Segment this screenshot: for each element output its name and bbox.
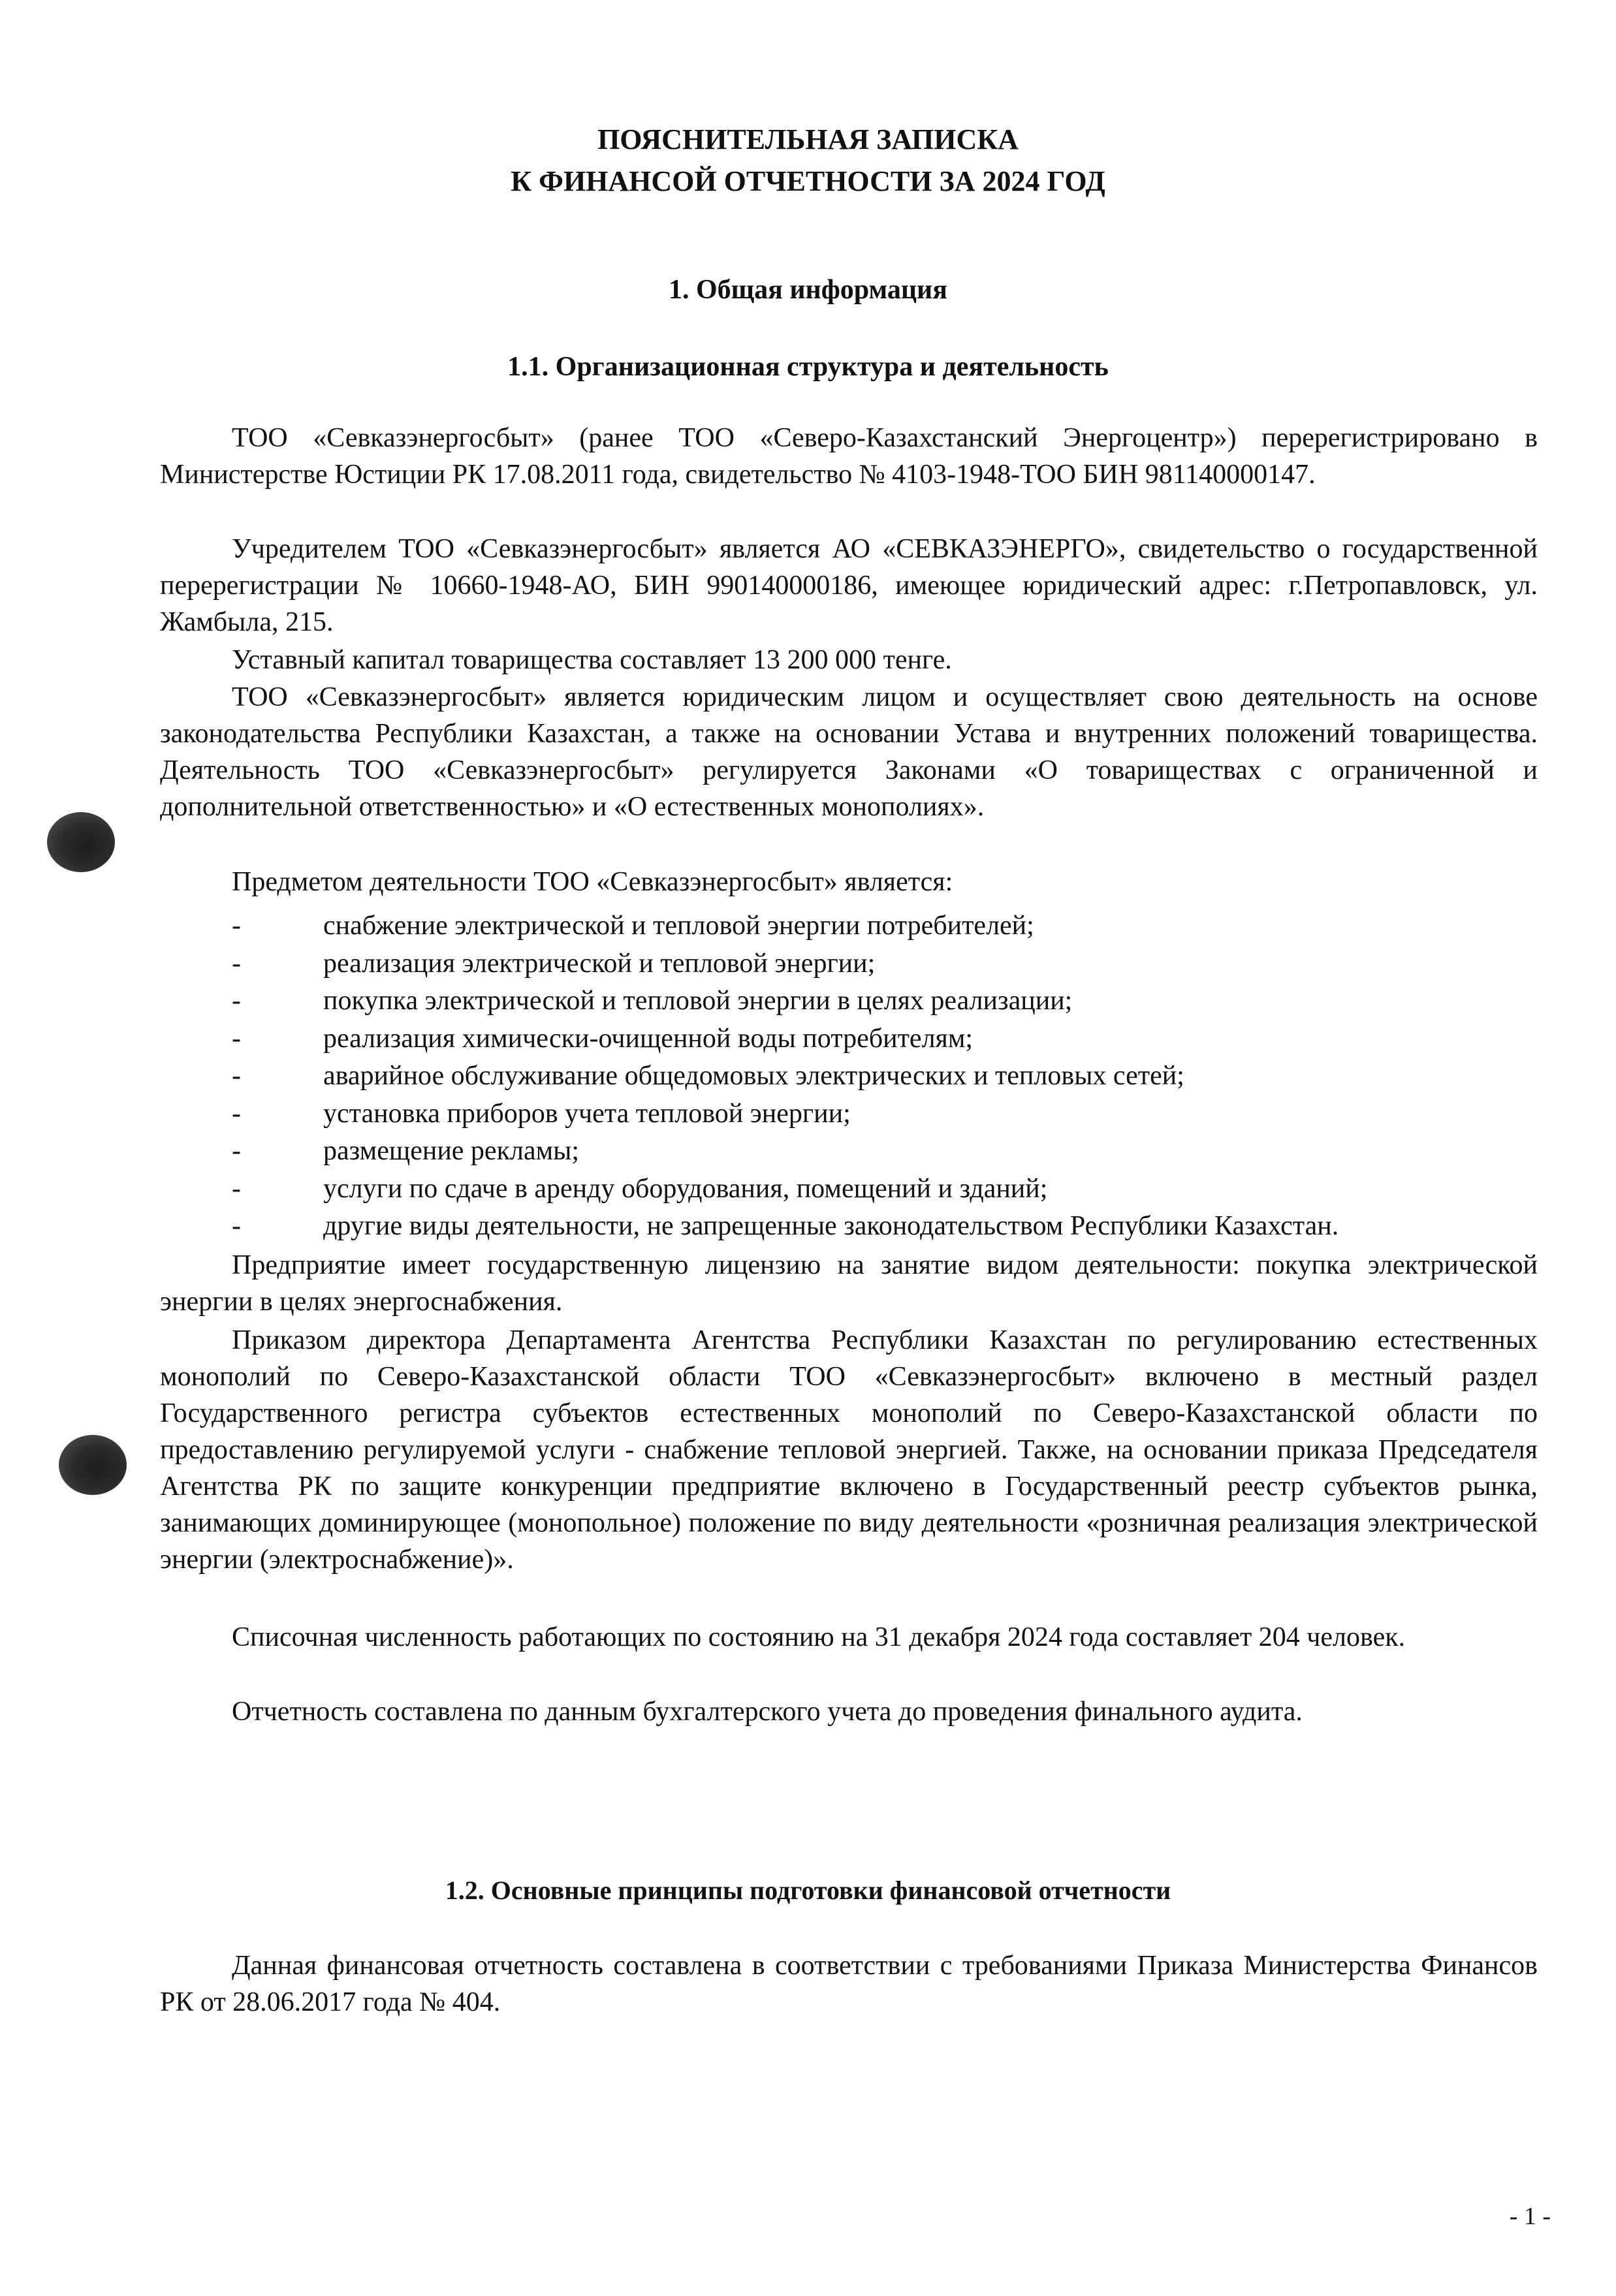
paragraph-preparation-basis: Данная финансовая отчетность составлена в соответствии с требованиями Приказа Министерства Финансов РК от 28.06.2017 года № 404. xyxy=(160,1951,1538,2017)
section-1-heading: 1. Общая информация xyxy=(669,275,947,305)
list-item: - размещение рекламы; xyxy=(232,1136,580,1166)
list-item: - реализация химически-очищенной воды потребителям; xyxy=(232,1023,974,1054)
list-item: - установка приборов учета тепловой энергии; xyxy=(232,1098,851,1129)
list-item: - реализация электрической и тепловой энергии; xyxy=(232,948,876,979)
section-1-2-heading: 1.2. Основные принципы подготовки финансовой отчетности xyxy=(445,1876,1171,1905)
paragraph-registration: ТОО «Севказэнергосбыт» (ранее ТОО «Северо-Казахстанский Энергоцентр») перерегистрировано в Министерстве Юстиции РК 17.08.2011 года, свидетельство № 4103-1948-ТОО БИН 981140000147. xyxy=(160,423,1538,490)
paragraph-reporting-basis: Отчетность составлена по данным бухгалтерского учета до проведения финального аудита. xyxy=(232,1697,1303,1727)
list-item: - другие виды деятельности, не запрещенные законодательством Республики Казахстан. xyxy=(232,1211,1339,1241)
page-number: - 1 - xyxy=(1509,2203,1551,2230)
paragraph-headcount: Списочная численность работающих по состоянию на 31 декабря 2024 года составляет 204 человек. xyxy=(232,1622,1406,1652)
activities-intro-text: Предметом деятельности ТОО «Севказэнергосбыт» является: xyxy=(232,867,953,897)
list-item: - покупка электрической и тепловой энергии в целях реализации; xyxy=(232,986,1073,1016)
paragraph-monopoly-register: Приказом директора Департамента Агентства Республики Казахстан по регулированию естественных монополий по Северо-Казахстанской области ТОО «Севказэнергосбыт» включено в местный раздел Государственного регистра субъектов естественных монополий по Северо-Казахстанской области по предоставлению регулируемой услуги - снабжение тепловой энергией. Также, на основании приказа Председателя Агентства РК по защите конкуренции предприятие включено в Государственный реестр субъектов рынка, занимающих доминирующее (монопольное) положение по виду деятельности «розничная реализация электрической энергии (электроснабжение)». xyxy=(160,1325,1538,1575)
activities-list xyxy=(160,907,1551,1246)
list-item: - услуги по сдаче в аренду оборудования, помещений и зданий; xyxy=(232,1173,1048,1204)
punch-hole-top xyxy=(47,812,115,872)
document-title-line-2: К ФИНАНСОЙ ОТЧЕТНОСТИ ЗА 2024 ГОД xyxy=(511,165,1105,197)
list-item: - снабжение электрической и тепловой энергии потребителей; xyxy=(232,911,1034,941)
punch-hole-bottom xyxy=(59,1435,127,1495)
section-1-1-heading: 1.1. Организационная структура и деятельность xyxy=(507,352,1109,382)
paragraph-license: Предприятие имеет государственную лицензию на занятие видом деятельности: покупка электрической энергии в целях энергоснабжения. xyxy=(160,1250,1538,1317)
paragraph-charter-capital: Уставный капитал товарищества составляет 13 200 000 тенге. xyxy=(232,645,952,675)
paragraph-founder: Учредителем ТОО «Севказэнергосбыт» является АО «СЕВКАЗЭНЕРГО», свидетельство о государственной перерегистрации № 10660-1948-АО, БИН 990140000186, имеющее юридический адрес: г.Петропавловск, ул. Жамбыла, 215. xyxy=(160,534,1538,637)
document-title-line-1: ПОЯСНИТЕЛЬНАЯ ЗАПИСКА xyxy=(597,123,1019,155)
list-item: - аварийное обслуживание общедомовых электрических и тепловых сетей; xyxy=(232,1061,1184,1091)
document-title xyxy=(0,119,1616,202)
paragraph-legal-status: ТОО «Севказэнергосбыт» является юридическим лицом и осуществляет свою деятельность на основе законодательства Республики Казахстан, а также на основании Устава и внутренних положений товарищества. Деятельность ТОО «Севказэнергосбыт» регулируется Законами «О товариществах с ограниченной и дополнительной ответственностью» и «О естественных монополиях». xyxy=(160,682,1538,822)
paragraph-activities-intro-line xyxy=(160,864,1538,900)
